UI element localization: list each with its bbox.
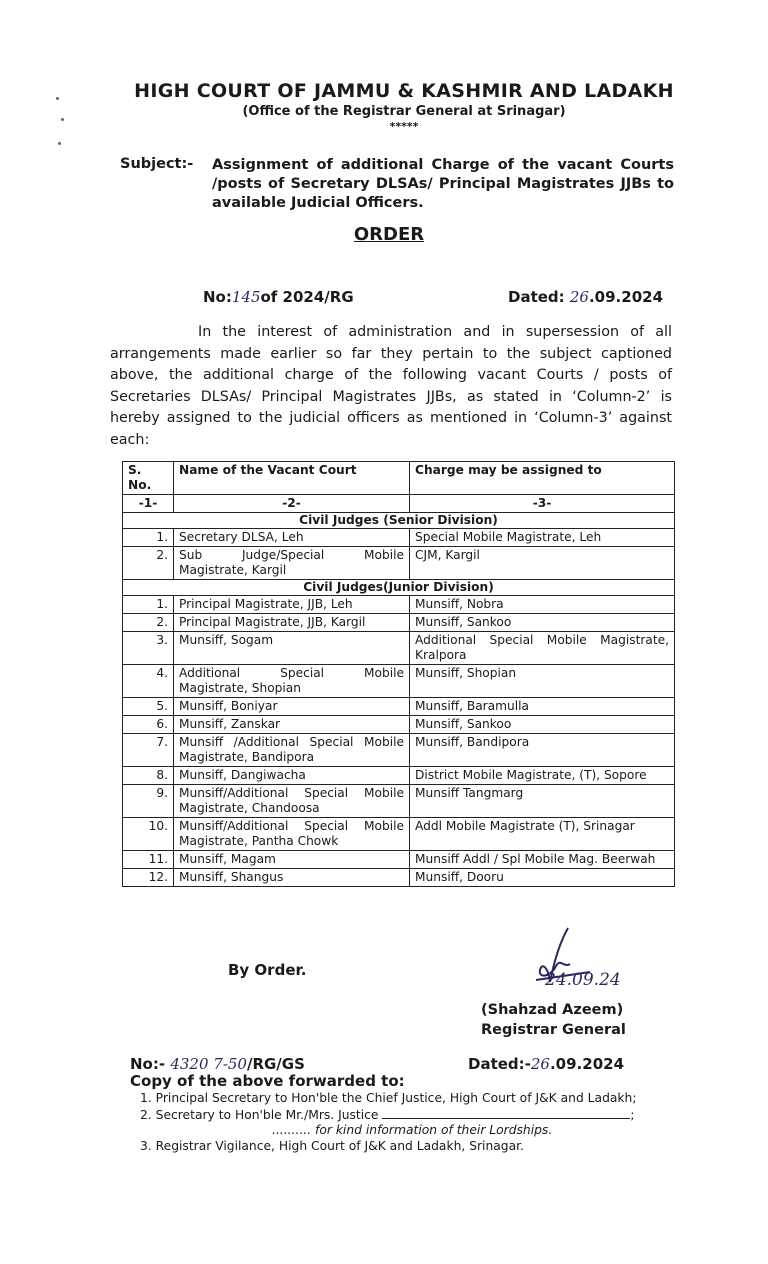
order-number-handwritten: 145 — [231, 288, 261, 306]
order-date-prefix: Dated: — [508, 288, 565, 306]
cell-vacant-court: Munsiff, Boniyar — [174, 698, 410, 716]
cell-charge-assigned: District Mobile Magistrate, (T), Sopore — [410, 767, 675, 785]
table-row — [123, 716, 675, 734]
column-number: -2- — [174, 495, 410, 513]
subject-text: Assignment of additional Charge of the vacant Courts /posts of Secretary DLSAs/ Principal Magistrates JJBs to available Judicial Officers. — [212, 157, 674, 211]
cell-vacant-court: Munsiff/Additional Special Mobile Magistrate, Chandoosa — [174, 785, 410, 818]
table-row — [123, 529, 675, 547]
header-vacant-court: Name of the Vacant Court — [174, 462, 410, 495]
endorsement-number-prefix: No:- — [130, 1055, 166, 1073]
endorsement-date-handwritten: 26 — [530, 1055, 550, 1073]
court-office: (Office of the Registrar General at Srinagar) — [242, 104, 566, 119]
cell-vacant-court: Munsiff, Dangiwacha — [174, 767, 410, 785]
copy-item: 3. Registrar Vigilance, High Court of J&K and Ladakh, Srinagar. — [140, 1138, 524, 1153]
charge-table — [122, 461, 675, 887]
cell-sno: 3. — [123, 632, 174, 665]
section-row — [123, 513, 675, 529]
cell-sno: 4. — [123, 665, 174, 698]
cell-vacant-court: Munsiff, Zanskar — [174, 716, 410, 734]
signature-date: 24.09.24 — [545, 970, 621, 990]
column-number: -3- — [410, 495, 675, 513]
copy-item: 2. Secretary to Hon'ble Mr./Mrs. Justice ; — [140, 1107, 635, 1122]
section-title: Civil Judges (Senior Division) — [123, 513, 675, 529]
subject-label: Subject:- — [120, 156, 194, 172]
cell-vacant-court: Sub Judge/Special Mobile Magistrate, Kargil — [174, 547, 410, 580]
cell-sno: 10. — [123, 818, 174, 851]
cell-sno: 5. — [123, 698, 174, 716]
table-row — [123, 547, 675, 580]
cell-sno: 8. — [123, 767, 174, 785]
endorsement-number-suffix: /RG/GS — [246, 1055, 305, 1073]
cell-vacant-court: Additional Special Mobile Magistrate, Shopian — [174, 665, 410, 698]
endorsement-date-prefix: Dated:- — [468, 1055, 531, 1073]
table-header-row — [123, 462, 675, 495]
cell-charge-assigned: Munsiff, Bandipora — [410, 734, 675, 767]
court-title: HIGH COURT OF JAMMU & KASHMIR AND LADAKH — [134, 80, 674, 102]
table-row — [123, 869, 675, 887]
cell-sno: 7. — [123, 734, 174, 767]
table-row — [123, 818, 675, 851]
cell-sno: 2. — [123, 614, 174, 632]
cell-sno: 1. — [123, 529, 174, 547]
column-number: -1- — [123, 495, 174, 513]
order-number — [203, 288, 354, 306]
signatory-name: (Shahzad Azeem) — [481, 1002, 624, 1018]
table-row — [123, 596, 675, 614]
cell-sno: 6. — [123, 716, 174, 734]
header-sno: S. No. — [123, 462, 174, 495]
endorsement-number-handwritten: 4320 7-50 — [170, 1055, 247, 1073]
endorsement-date — [468, 1055, 624, 1073]
header-charge-assigned: Charge may be assigned to — [410, 462, 675, 495]
cell-charge-assigned: Additional Special Mobile Magistrate, Kralpora — [410, 632, 675, 665]
scan-speck — [58, 142, 61, 145]
order-number-prefix: No: — [203, 288, 232, 306]
signatory-block — [481, 1000, 626, 1040]
cell-vacant-court: Munsiff, Magam — [174, 851, 410, 869]
table-column-number-row — [123, 495, 675, 513]
cell-sno: 1. — [123, 596, 174, 614]
table-row — [123, 767, 675, 785]
cell-charge-assigned: Addl Mobile Magistrate (T), Srinagar — [410, 818, 675, 851]
table-row — [123, 698, 675, 716]
justice-name-blank — [382, 1107, 630, 1119]
signatory-title: Registrar General — [481, 1022, 626, 1038]
cell-charge-assigned: Munsiff, Nobra — [410, 596, 675, 614]
order-number-suffix: of 2024/RG — [260, 288, 354, 306]
copy-item-note: .......... for kind information of their Lordships. — [272, 1123, 553, 1137]
endorsement-date-suffix: .09.2024 — [549, 1055, 625, 1073]
cell-charge-assigned: Munsiff Addl / Spl Mobile Mag. Beerwah — [410, 851, 675, 869]
order-date-handwritten: 26 — [569, 288, 589, 306]
cell-sno: 11. — [123, 851, 174, 869]
cell-sno: 9. — [123, 785, 174, 818]
cell-charge-assigned: Munsiff, Baramulla — [410, 698, 675, 716]
cell-vacant-court: Munsiff, Sogam — [174, 632, 410, 665]
cell-vacant-court: Principal Magistrate, JJB, Leh — [174, 596, 410, 614]
cell-sno: 2. — [123, 547, 174, 580]
cell-charge-assigned: Munsiff, Dooru — [410, 869, 675, 887]
cell-vacant-court: Munsiff /Additional Special Mobile Magistrate, Bandipora — [174, 734, 410, 767]
copy-item: 1. Principal Secretary to Hon'ble the Chief Justice, High Court of J&K and Ladakh; — [140, 1091, 637, 1105]
order-heading: ORDER — [353, 224, 425, 245]
table-row — [123, 614, 675, 632]
cell-charge-assigned: Special Mobile Magistrate, Leh — [410, 529, 675, 547]
cell-charge-assigned: Munsiff Tangmarg — [410, 785, 675, 818]
cell-charge-assigned: CJM, Kargil — [410, 547, 675, 580]
copy-heading: Copy of the above forwarded to: — [130, 1072, 405, 1090]
cell-vacant-court: Principal Magistrate, JJB, Kargil — [174, 614, 410, 632]
table-row — [123, 851, 675, 869]
header-stars: ***** — [389, 120, 419, 133]
copy-item-text: 2. Secretary to Hon'ble Mr./Mrs. Justice — [140, 1107, 379, 1122]
section-title: Civil Judges(Junior Division) — [123, 580, 675, 596]
table-row — [123, 632, 675, 665]
body-paragraph — [110, 322, 672, 451]
table-row — [123, 785, 675, 818]
table-row — [123, 665, 675, 698]
cell-vacant-court: Munsiff, Shangus — [174, 869, 410, 887]
order-date-suffix: .09.2024 — [588, 288, 664, 306]
cell-vacant-court: Munsiff/Additional Special Mobile Magistrate, Pantha Chowk — [174, 818, 410, 851]
endorsement-number — [130, 1055, 305, 1073]
body-paragraph-text: In the interest of administration and in supersession of all arrangements made earlier so far they pertain to the subject captioned above, the additional charge of the following vacant Courts / posts of Secretaries DLSAs/ Principal Magistrates JJBs, as stated in ‘Column-2’ is hereby assigned to the judicial officers as mentioned in ‘Column-3’ against each: — [110, 324, 672, 448]
cell-charge-assigned: Munsiff, Sankoo — [410, 716, 675, 734]
section-row — [123, 580, 675, 596]
cell-charge-assigned: Munsiff, Sankoo — [410, 614, 675, 632]
table-row — [123, 734, 675, 767]
order-date — [508, 288, 663, 306]
copy-list — [140, 1091, 700, 1154]
by-order: By Order. — [228, 961, 307, 979]
cell-charge-assigned: Munsiff, Shopian — [410, 665, 675, 698]
cell-vacant-court: Secretary DLSA, Leh — [174, 529, 410, 547]
cell-sno: 12. — [123, 869, 174, 887]
